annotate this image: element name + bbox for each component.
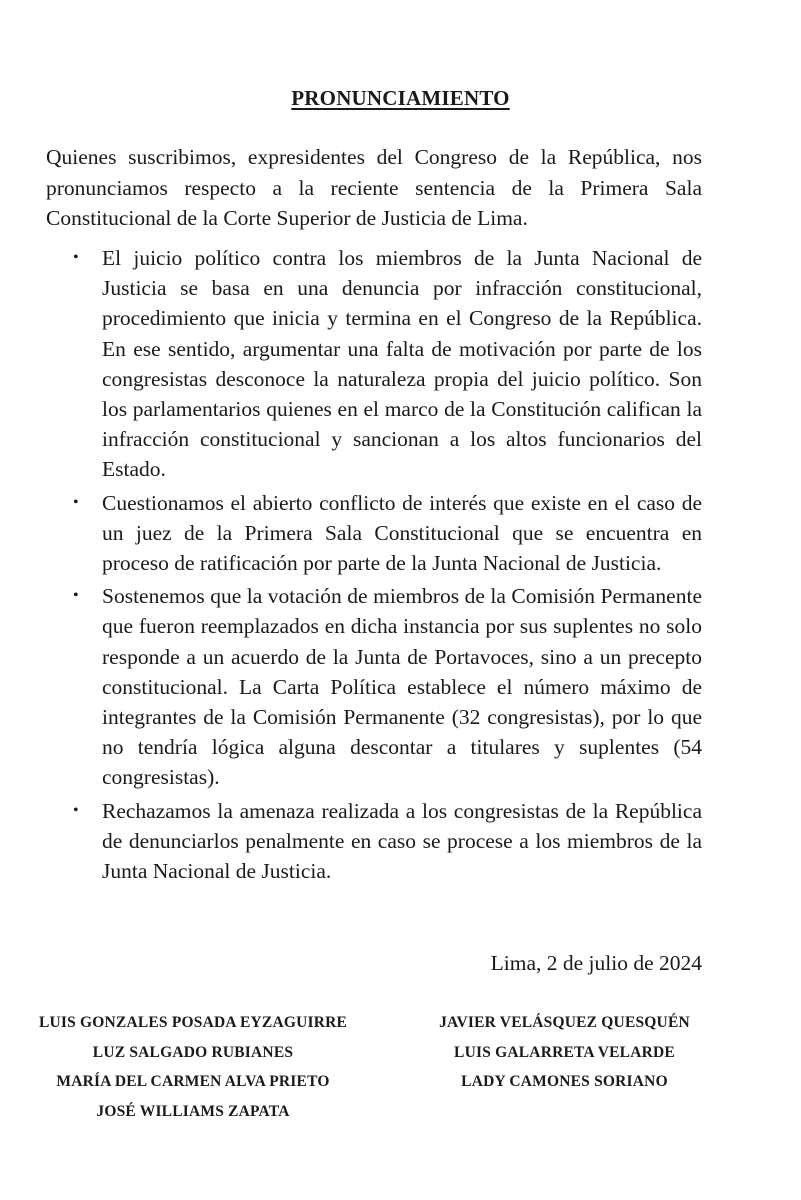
signatories-left-column	[16, 1008, 370, 1126]
point-text: Sostenemos que la votación de miembros de la Comisión Permanente que fueron reemplazados en dicha instancia por sus suplentes no solo responde a un acuerdo de la Junta de Portavoces, sino a un precepto constitucional. La Carta Política establece el número máximo de integrantes de la Comisión Permanente (32 congresistas), por lo que no tendría lógica alguna descontar a titulares y suplentes (54 congresistas).	[102, 584, 702, 790]
signatory-name: JOSÉ WILLIAMS ZAPATA	[96, 1102, 290, 1120]
point-text: El juicio político contra los miembros de la Junta Nacional de Justicia se basa en una denuncia por infracción constitucional, procedimiento que inicia y termina en el Congreso de la República. En ese sentido, argumentar una falta de motivación por parte de los congresistas desconoce la naturaleza propia del juicio político. Son los parlamentarios quienes en el marco de la Constitución califican la infracción constitucional y sancionan a los altos funcionarios del Estado.	[102, 246, 702, 482]
signatories-right-column	[402, 1008, 727, 1097]
intro-paragraph: Quienes suscribimos, expresidentes del Congreso de la República, nos pronunciamos respecto a la reciente sentencia de la Primera Sala Constitucional de la Corte Superior de Justicia de Lima.	[46, 145, 702, 230]
points-list	[46, 243, 702, 889]
list-item	[46, 488, 702, 579]
list-item	[46, 796, 702, 887]
bullet-icon: •	[73, 587, 79, 605]
bullet-icon: •	[73, 493, 79, 511]
point-text: Rechazamos la amenaza realizada a los congresistas de la República de denunciarlos penalmente en caso se procese a los miembros de la Junta Nacional de Justicia.	[102, 798, 702, 884]
document-date: Lima, 2 de julio de 2024	[490, 951, 702, 975]
bullet-icon: •	[73, 801, 79, 819]
signatory-name: MARÍA DEL CARMEN ALVA PRIETO	[56, 1073, 330, 1090]
signatory-name: LUZ SALGADO RUBIANES	[92, 1043, 294, 1061]
list-item	[46, 581, 702, 792]
list-item	[46, 243, 702, 485]
document-title: PRONUNCIAMIENTO	[291, 86, 510, 110]
bullet-icon: •	[73, 249, 79, 266]
signatory-name: LUIS GONZALES POSADA EYZAGUIRRE	[38, 1014, 348, 1031]
point-text: Cuestionamos el abierto conflicto de interés que existe en el caso de un juez de la Primera Sala Constitucional que se encuentra en proceso de ratificación por parte de la Junta Nacional de Justicia.	[102, 490, 702, 576]
signatory-name: LADY CAMONES SORIANO	[461, 1073, 668, 1090]
signatory-name: JAVIER VELÁSQUEZ QUESQUÉN	[439, 1014, 690, 1031]
signatory-name: LUIS GALARRETA VELARDE	[454, 1043, 675, 1061]
